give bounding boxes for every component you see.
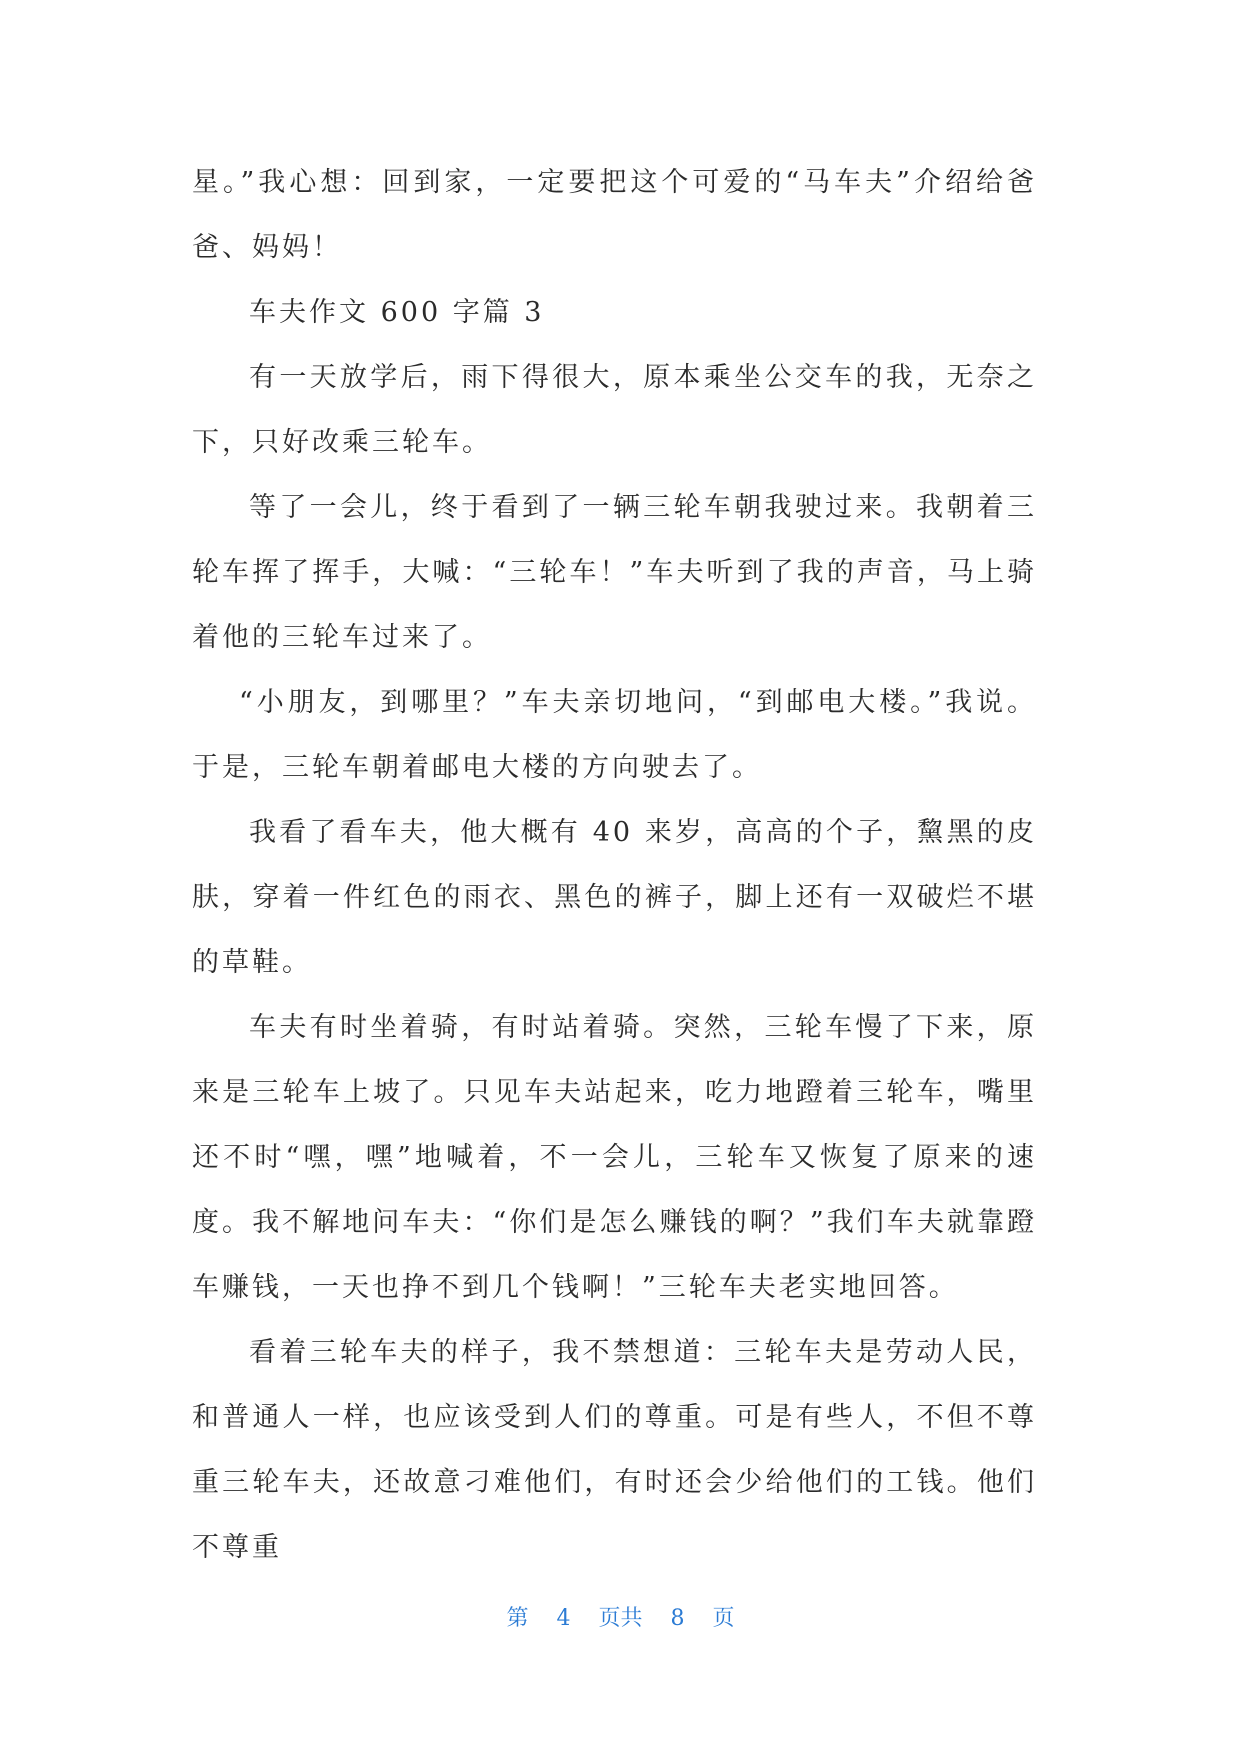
paragraph: 等了一会儿，终于看到了一辆三轮车朝我驶过来。我朝着三轮车挥了挥手，大喊：“三轮车！”车夫听到了我的声音，马上骑着他的三轮车过来了。: [192, 492, 1037, 653]
section-heading: 车夫作文 600 字篇 3: [249, 297, 545, 328]
page-footer: [0, 1601, 1241, 1632]
paragraph: 有一天放学后，雨下得很大，原本乘坐公交车的我，无奈之下，只好改乘三轮车。: [192, 362, 1037, 458]
footer-suffix: 页: [712, 1606, 735, 1631]
paragraph: “小朋友，到哪里？”车夫亲切地问，“到邮电大楼。”我说。于是，三轮车朝着邮电大楼的方向驶去了。: [192, 687, 1037, 783]
document-body: [192, 150, 1037, 1580]
paragraph: 看着三轮车夫的样子，我不禁想道：三轮车夫是劳动人民，和普通人一样，也应该受到人们的尊重。可是有些人，不但不尊重三轮车夫，还故意刁难他们，有时还会少给他们的工钱。他们不尊重: [192, 1337, 1037, 1563]
footer-total-pages: 8: [670, 1606, 685, 1631]
paragraph: 车夫有时坐着骑，有时站着骑。突然，三轮车慢了下来，原来是三轮车上坡了。只见车夫站起来，吃力地蹬着三轮车，嘴里还不时“嘿，嘿”地喊着，不一会儿，三轮车又恢复了原来的速度。我不解地问车夫：“你们是怎么赚钱的啊？”我们车夫就靠蹬车赚钱，一天也挣不到几个钱啊！”三轮车夫老实地回答。: [192, 1012, 1037, 1303]
footer-current-page: 4: [556, 1606, 571, 1631]
paragraph-continued: 星。”我心想：回到家，一定要把这个可爱的“马车夫”介绍给爸爸、妈妈！: [192, 167, 1037, 263]
footer-prefix: 第: [506, 1606, 529, 1631]
paragraph: 我看了看车夫，他大概有 40 来岁，高高的个子，黧黑的皮肤，穿着一件红色的雨衣、黑色的裤子，脚上还有一双破烂不堪的草鞋。: [192, 817, 1037, 978]
footer-middle: 页共: [598, 1606, 643, 1631]
